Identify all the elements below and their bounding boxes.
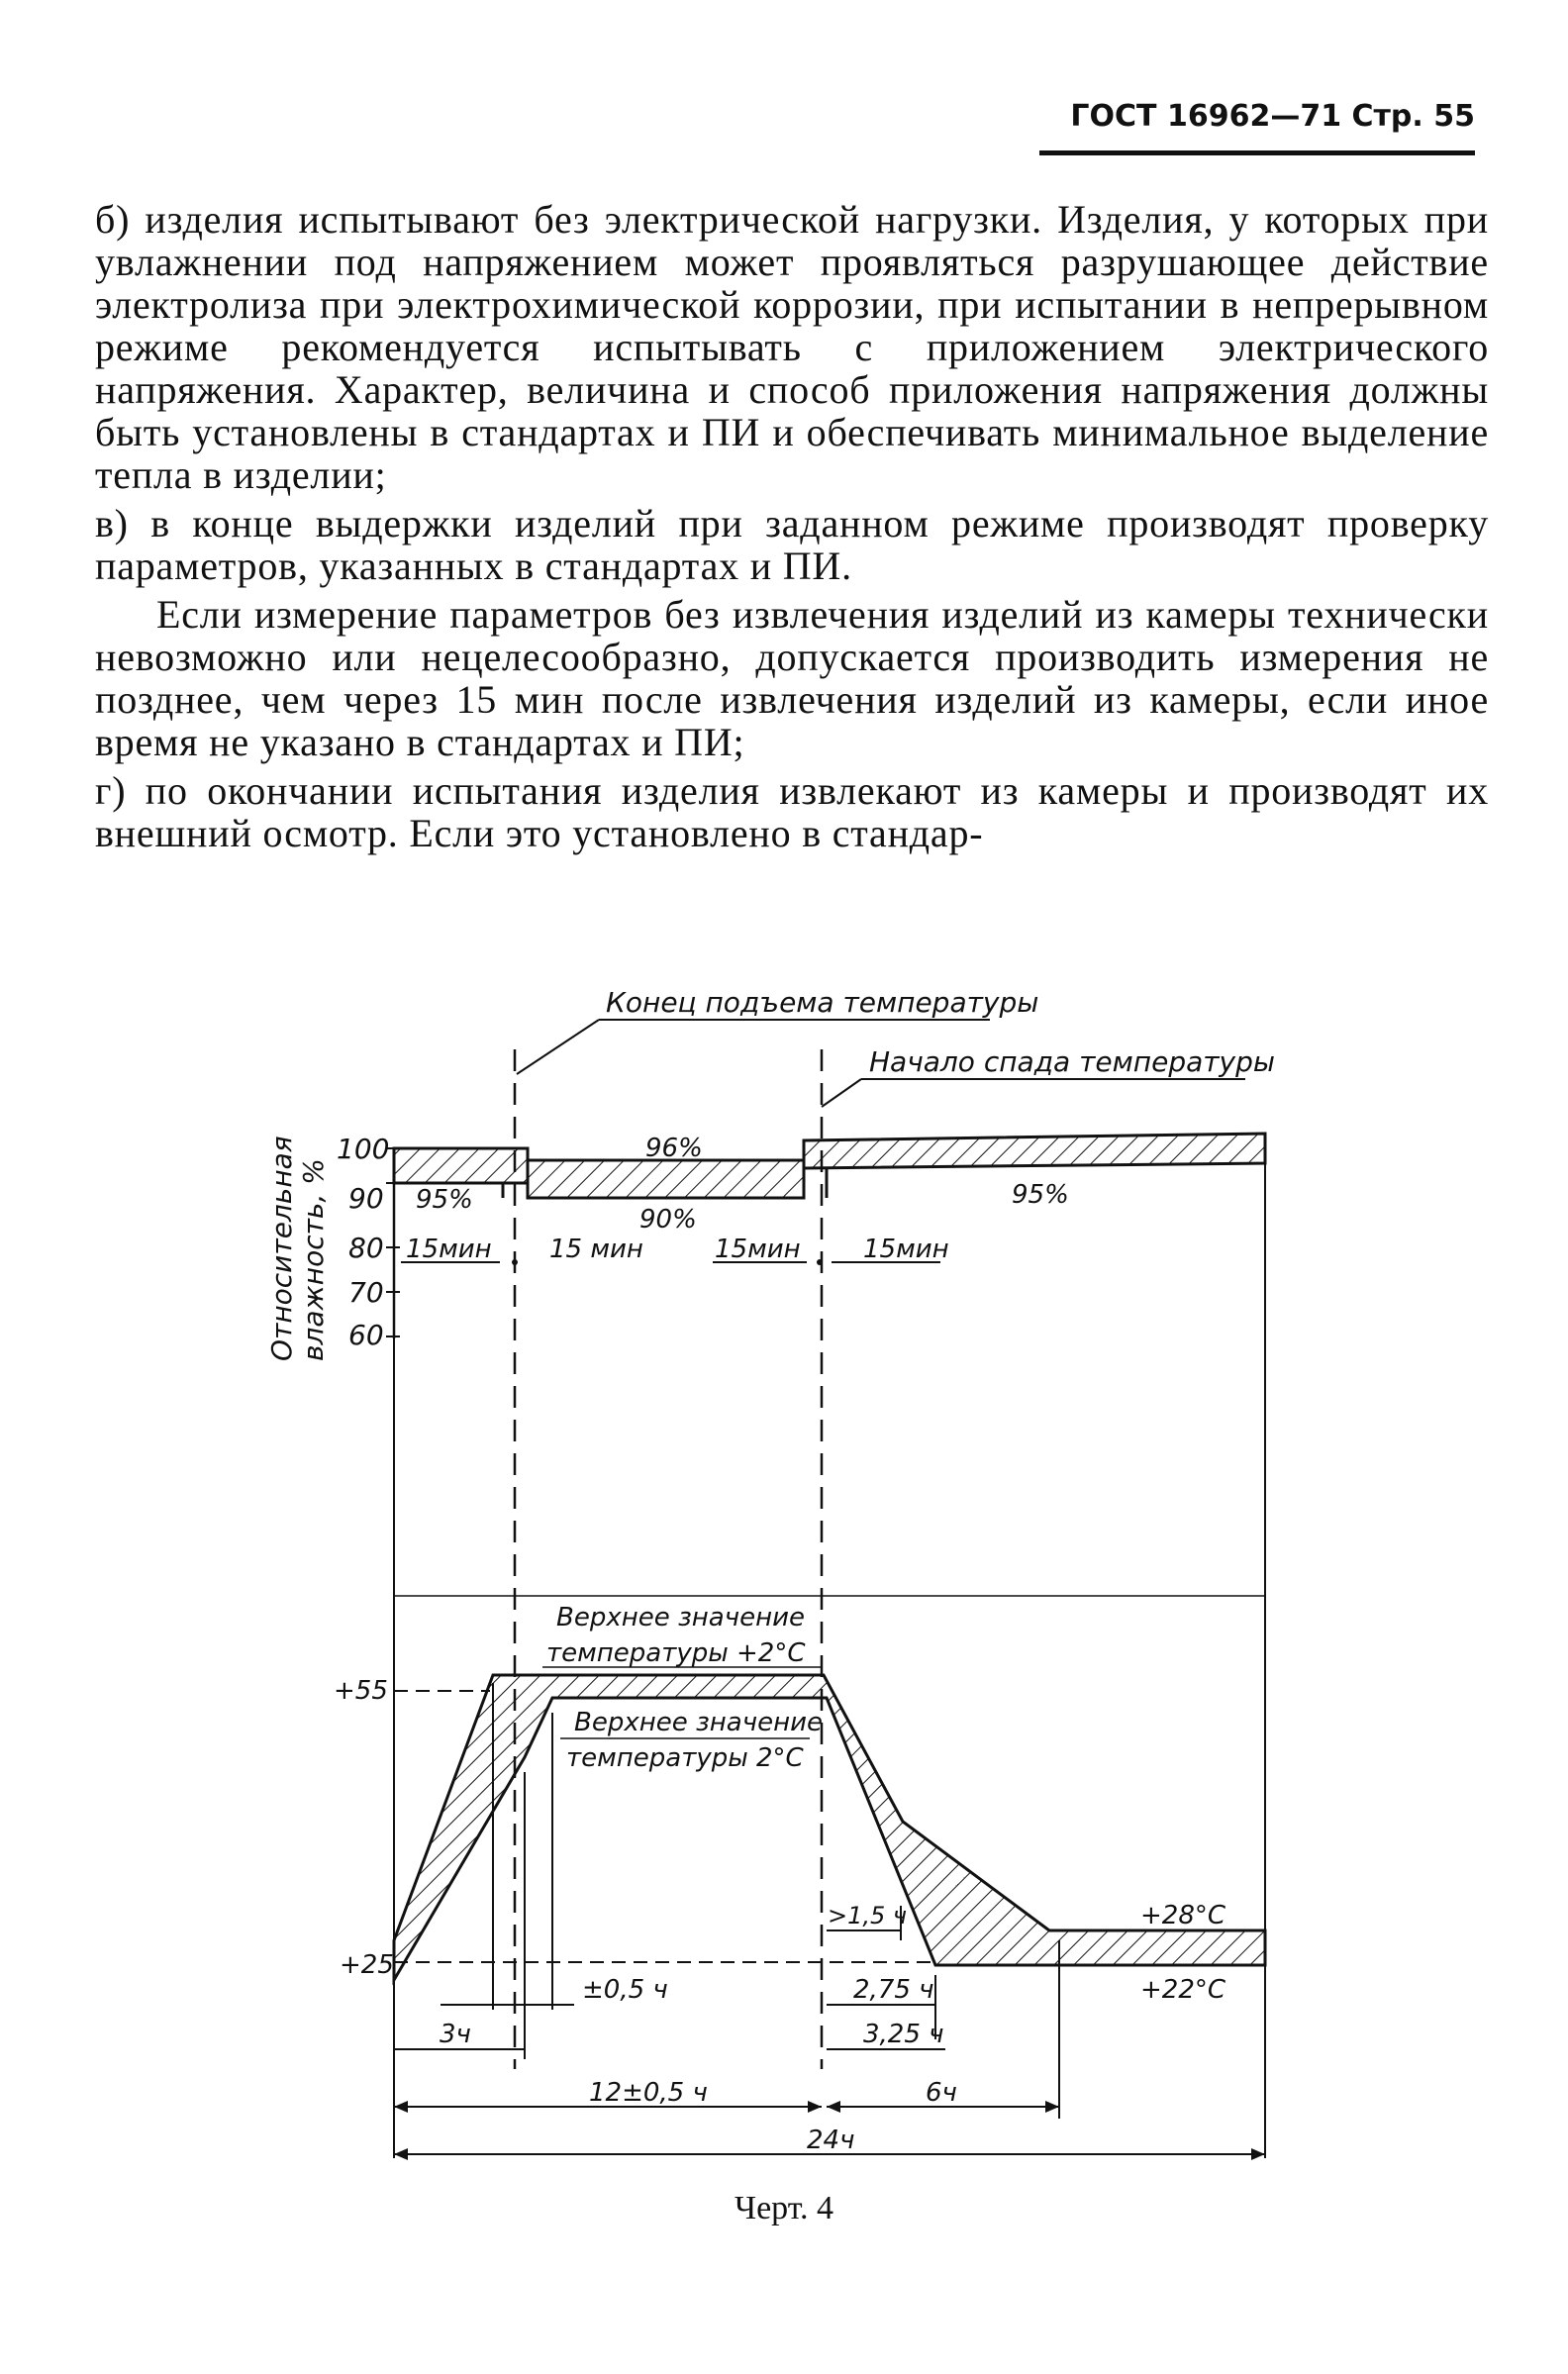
t-gt-1-5: >1,5 ч [828,1902,908,1929]
upper-plus2-line1: Верхнее значение [556,1603,805,1632]
hum-90: 90% [639,1205,697,1235]
label-rise-end-leader [517,1020,599,1074]
t-22: +22°С [1140,1975,1226,2005]
humidity-axis-label-2: влажность, % [297,1158,330,1361]
min-label-1: 15мин [406,1235,492,1264]
humidity-tick-80: 80 [348,1232,384,1264]
temp-tick-55: +55 [334,1676,388,1706]
t-24: 24ч [807,2126,855,2155]
humidity-axis-label-1: Относительная [265,1136,298,1361]
label-fall-start-leader [822,1079,861,1107]
hum-96: 96% [645,1134,703,1163]
upper-minus2-line1: Верхнее значение [574,1708,823,1737]
page-header: ГОСТ 16962—71 Стр. 55 [1070,99,1475,134]
t-12: 12±0,5 ч [589,2078,708,2108]
humidity-band-right [804,1134,1265,1168]
min-label-3: 15мин [715,1235,801,1264]
upper-plus2-line2: температуры +2°С [546,1638,806,1668]
t-2-75: 2,75 ч [853,1975,934,2005]
upper-minus2-line2: температуры 2°С [566,1743,804,1773]
humidity-band-middle [528,1160,804,1198]
paragraph-v: в) в конце выдержки изделий при заданном режиме производят проверку параметров, указанных в стандартах и ПИ. [95,501,1489,588]
hum-95-right: 95% [1012,1180,1069,1210]
t-pm-0-5: ±0,5 ч [582,1975,668,2005]
hum-95-left: 95% [416,1185,473,1215]
paragraph-b: б) изделия испытывают без электрической нагрузки. Изделия, у которых при увлажнении под напряжением может проявляться разрушающее действие электролиза при электрохимической коррозии, при испытании в непрерывном режиме рекомендуется испытывать с приложением электрического напряжения. Характер, величина и способ приложения напряжения должны быть установлены в стандартах и ПИ и обеспечивать минимальное выделение тепла в изделии; [95,197,1489,497]
label-rise-end: Конец подъема температуры [606,986,1039,1019]
humidity-tick-70: 70 [348,1276,384,1309]
min-label-4: 15мин [863,1235,949,1264]
t-3-25: 3,25 ч [863,2020,944,2049]
humidity-tick-90: 90 [348,1182,384,1215]
figure-caption: Черт. 4 [734,2190,834,2226]
paragraph-measurement: Если измерение параметров без извлечения изделий из камеры технически невозможно или нецелесообразно, допускается производить измерения не позднее, чем через 15 мин после извлечения изделий из камеры, если иное время не указано в стандартах и ПИ; [95,592,1489,764]
min-label-2: 15 мин [549,1235,643,1264]
t-6: 6ч [926,2078,957,2108]
label-fall-start: Начало спада температуры [869,1045,1276,1078]
humidity-band-left [394,1148,528,1183]
humidity-tick-60: 60 [348,1319,384,1351]
temp-tick-25: +25 [340,1950,394,1980]
t-3: 3ч [440,2020,471,2049]
t-28: +28°С [1140,1901,1226,1930]
paragraph-g: г) по окончании испытания изделия извлекают из камеры и производят их внешний осмотр. Если это установлено в стандар- [95,768,1489,855]
humidity-tick-100: 100 [337,1133,390,1165]
